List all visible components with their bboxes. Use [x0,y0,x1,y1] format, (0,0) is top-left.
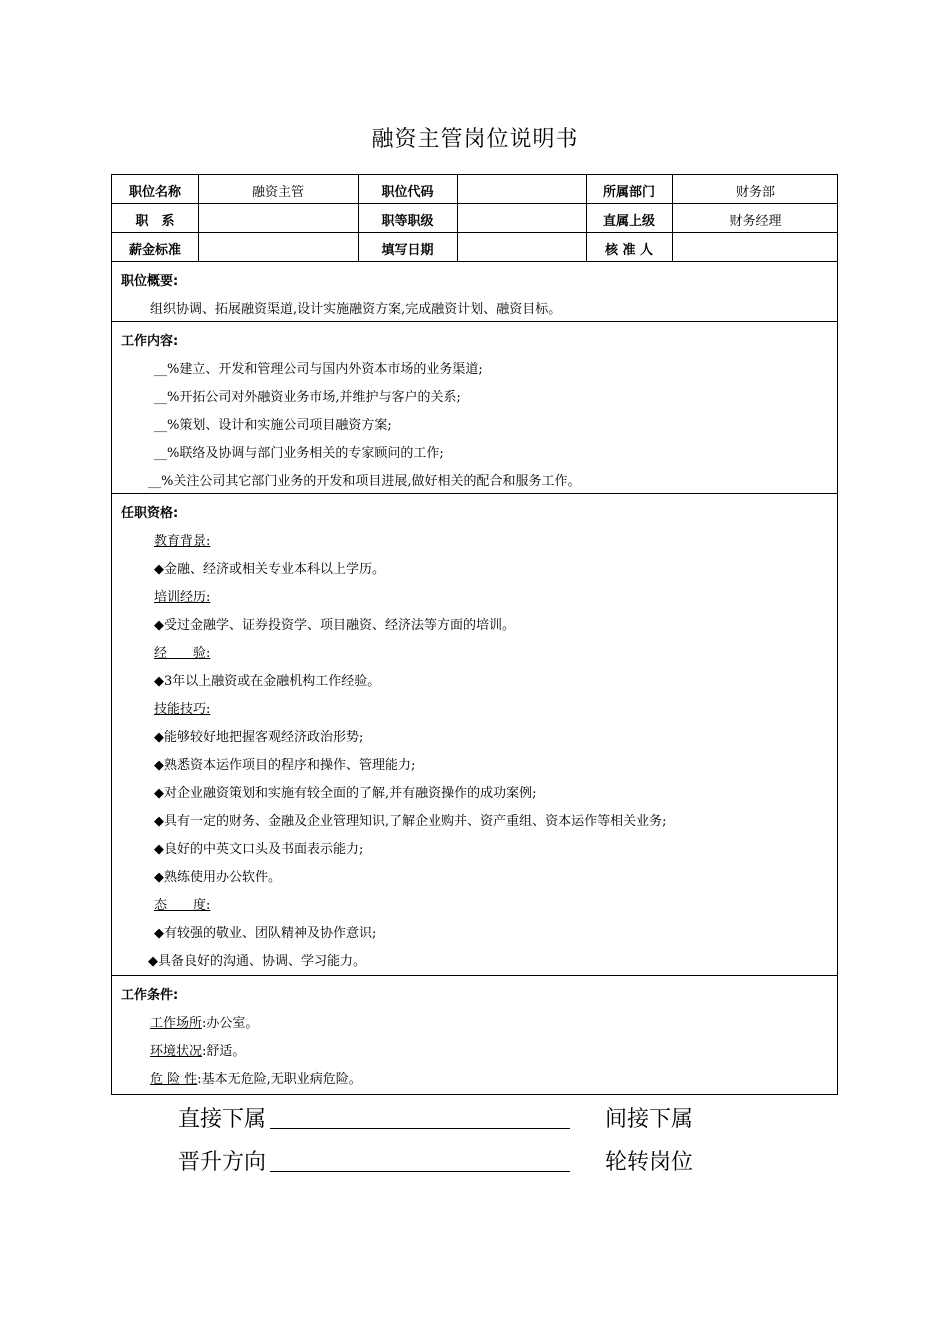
label-fill-date: 填写日期 [381,243,434,258]
indirect-subordinate-label: 间接下属 [605,1107,694,1132]
duty-item: __%策划、设计和实施公司项目融资方案; [154,418,392,433]
promotion-path-label: 晋升方向 [178,1150,267,1175]
direct-subordinate-line [270,1128,570,1129]
attitude-item: ◆有较强的敬业、团队精神及协作意识; [154,926,377,941]
overview-title: 职位概要: [121,274,179,289]
skills-label: 技能技巧: [154,702,211,717]
duty-item: __%开拓公司对外融资业务市场,并维护与客户的关系; [154,390,461,405]
environment-label: 环境状况 [150,1044,203,1059]
label-approver: 核 准 人 [604,243,654,258]
label-position-code: 职位代码 [381,185,434,200]
duty-item: __%关注公司其它部门业务的开发和项目进展,做好相关的配合和服务工作。 [148,474,581,489]
skill-item: ◆良好的中英文口头及书面表示能力; [154,842,364,857]
workplace-label: 工作场所 [150,1016,203,1031]
attitude-item: ◆具备良好的沟通、协调、学习能力。 [148,954,366,969]
attitude-label: 态 度: [154,898,211,913]
risk-value: :基本无危险,无职业病危险。 [197,1072,362,1087]
label-job-family: 职 系 [135,214,175,229]
overview-text: 组织协调、拓展融资渠道,设计实施融资方案,完成融资计划、融资目标。 [150,302,562,317]
environment-value: :舒适。 [202,1044,246,1059]
rotation-position-label: 轮转岗位 [605,1150,694,1175]
label-salary-standard: 薪金标准 [128,243,181,258]
training-label: 培训经历: [154,590,211,605]
risk-label: 危 险 性 [150,1072,198,1087]
skill-item: ◆能够较好地把握客观经济政治形势; [154,730,364,745]
skill-item: ◆熟练使用办公软件。 [154,870,281,885]
section-overview [112,262,837,322]
grid-divider [457,175,458,262]
header-row-3 [112,233,837,262]
section-duties [112,322,837,494]
label-position-name: 职位名称 [128,185,181,200]
header-grid [112,175,837,262]
section-qualifications [112,494,837,976]
condition-workplace [150,1012,258,1031]
duties-title: 工作内容: [121,334,179,349]
training-item: ◆受过金融学、证券投资学、项目融资、经济法等方面的培训。 [154,618,515,633]
skill-item: ◆熟悉资本运作项目的程序和操作、管理能力; [154,758,416,773]
direct-subordinate-label: 直接下属 [178,1107,267,1132]
promotion-path-line [270,1171,570,1172]
workplace-value: :办公室。 [202,1016,259,1031]
experience-label: 经 验: [154,646,211,661]
skill-item: ◆对企业融资策划和实施有较全面的了解,并有融资操作的成功案例; [154,786,537,801]
conditions-title: 工作条件: [121,988,179,1003]
job-description-table [111,174,838,1095]
value-position-name: 融资主管 [251,185,304,200]
section-conditions [112,976,837,1094]
value-department: 财务部 [735,185,775,200]
education-label: 教育背景: [154,534,211,549]
condition-risk [150,1068,362,1087]
education-item: ◆金融、经济或相关专业本科以上学历。 [154,562,385,577]
label-grade-level: 职等职级 [381,214,434,229]
document-title: 融资主管岗位说明书 [371,127,579,152]
experience-item: ◆3年以上融资或在金融机构工作经验。 [154,674,381,689]
skill-item: ◆具有一定的财务、金融及企业管理知识,了解企业购并、资产重组、资本运作等相关业务; [154,814,667,829]
condition-environment [150,1040,245,1059]
duty-item: __%联络及协调与部门业务相关的专家顾问的工作; [154,446,444,461]
label-direct-supervisor: 直属上级 [602,214,655,229]
qualifications-title: 任职资格: [121,506,179,521]
value-direct-supervisor: 财务经理 [729,214,782,229]
duty-item: __%建立、开发和管理公司与国内外资本市场的业务渠道; [154,362,483,377]
label-department: 所属部门 [602,185,655,200]
